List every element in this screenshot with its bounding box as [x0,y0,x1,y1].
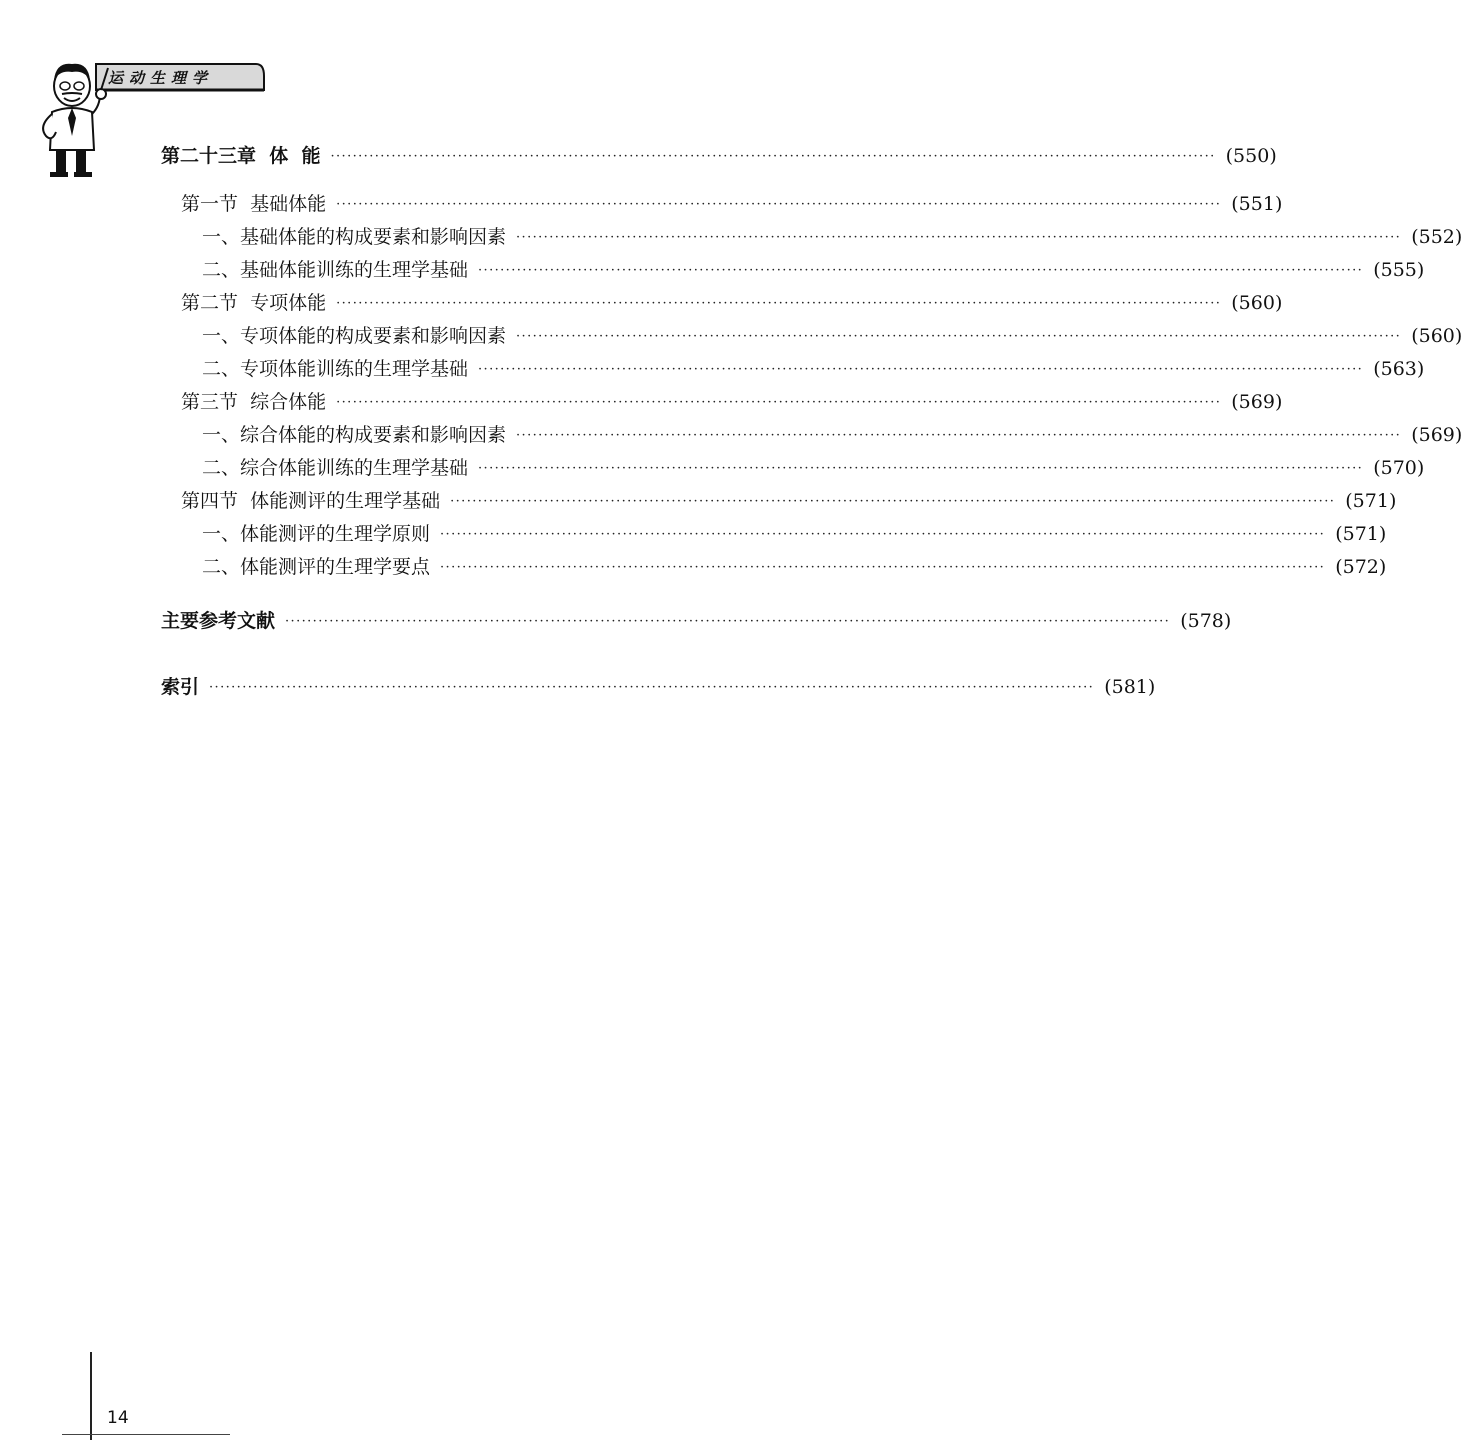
toc-entry-bold[interactable] [161,606,1232,636]
toc-entry-label: 一、综合体能的构成要素和影响因素 [202,424,507,446]
toc-entry-label: 索引 [161,676,200,698]
toc-dot-leader: ································································································································································ [478,362,1364,377]
toc-dot-leader: ································································································································································ [336,296,1222,311]
toc-dot-leader: ································································································································································ [516,428,1402,443]
toc-entry-page: (571) [1345,490,1397,512]
toc-entry-section[interactable] [181,288,1283,318]
toc-entry-page: (572) [1335,556,1387,578]
toc-entry-chapter[interactable] [161,141,1277,171]
toc-entry-label: 第四节 体能测评的生理学基础 [181,490,441,512]
bottom-rule [62,1434,230,1435]
toc-entry-section[interactable] [181,486,1397,516]
toc-dot-leader: ································································································································································ [516,329,1402,344]
toc-entry-item[interactable] [202,354,1425,384]
toc-dot-leader: ································································································································································ [516,230,1402,245]
toc-entry-label: 一、专项体能的构成要素和影响因素 [202,325,507,347]
toc-entry-label: 一、体能测评的生理学原则 [202,523,431,545]
toc-entry-page: (555) [1373,259,1425,281]
toc-entry-label: 二、基础体能训练的生理学基础 [202,259,469,281]
toc-entry-label: 第一节 基础体能 [181,193,327,215]
toc-entry-section[interactable] [181,387,1283,417]
toc-dot-leader: ································································································································································ [440,527,1326,542]
toc-entry-item[interactable] [202,222,1462,252]
toc-dot-leader: ································································································································································ [450,494,1336,509]
toc-entry-page: (570) [1373,457,1425,479]
toc-dot-leader: ································································································································································ [209,680,1095,695]
toc-entry-bold[interactable] [161,672,1156,702]
page-number: 14 [107,1408,129,1428]
toc-dot-leader: ································································································································································ [478,263,1364,278]
toc-entry-label: 二、专项体能训练的生理学基础 [202,358,469,380]
toc-entry-item[interactable] [202,255,1425,285]
toc-entry-item[interactable] [202,453,1425,483]
toc-entry-item[interactable] [202,321,1462,351]
toc-entry-label: 二、体能测评的生理学要点 [202,556,431,578]
toc-entry-page: (569) [1231,391,1283,413]
margin-line [90,1352,92,1440]
toc-entry-label: 第二节 专项体能 [181,292,327,314]
toc-entry-page: (571) [1335,523,1387,545]
toc-entry-page: (581) [1104,676,1156,698]
toc-dot-leader: ································································································································································ [336,395,1222,410]
toc-dot-leader: ································································································································································ [285,614,1171,629]
toc-entry-page: (550) [1225,145,1277,167]
toc-entry-item[interactable] [202,420,1462,450]
toc-entry-page: (560) [1411,325,1462,347]
toc-entry-section[interactable] [181,189,1283,219]
toc-entry-page: (552) [1411,226,1462,248]
toc-entry-item[interactable] [202,519,1387,549]
toc-entry-label: 第三节 综合体能 [181,391,327,413]
toc-dot-leader: ································································································································································ [336,197,1222,212]
toc-entry-label: 第二十三章 体 能 [161,145,321,167]
toc-entry-page: (560) [1231,292,1283,314]
header-banner-title: 运动生理学 [108,69,214,87]
toc-dot-leader: ································································································································································ [440,560,1326,575]
toc-dot-leader: ································································································································································ [478,461,1364,476]
toc-entry-label: 二、综合体能训练的生理学基础 [202,457,469,479]
toc-entry-page: (551) [1231,193,1283,215]
toc-entry-item[interactable] [202,552,1387,582]
toc-entry-page: (563) [1373,358,1425,380]
toc-entry-page: (569) [1411,424,1462,446]
toc-entry-label: 一、基础体能的构成要素和影响因素 [202,226,507,248]
toc-dot-leader: ································································································································································ [330,149,1216,164]
toc-entry-label: 主要参考文献 [161,610,276,632]
toc-entry-page: (578) [1180,610,1232,632]
